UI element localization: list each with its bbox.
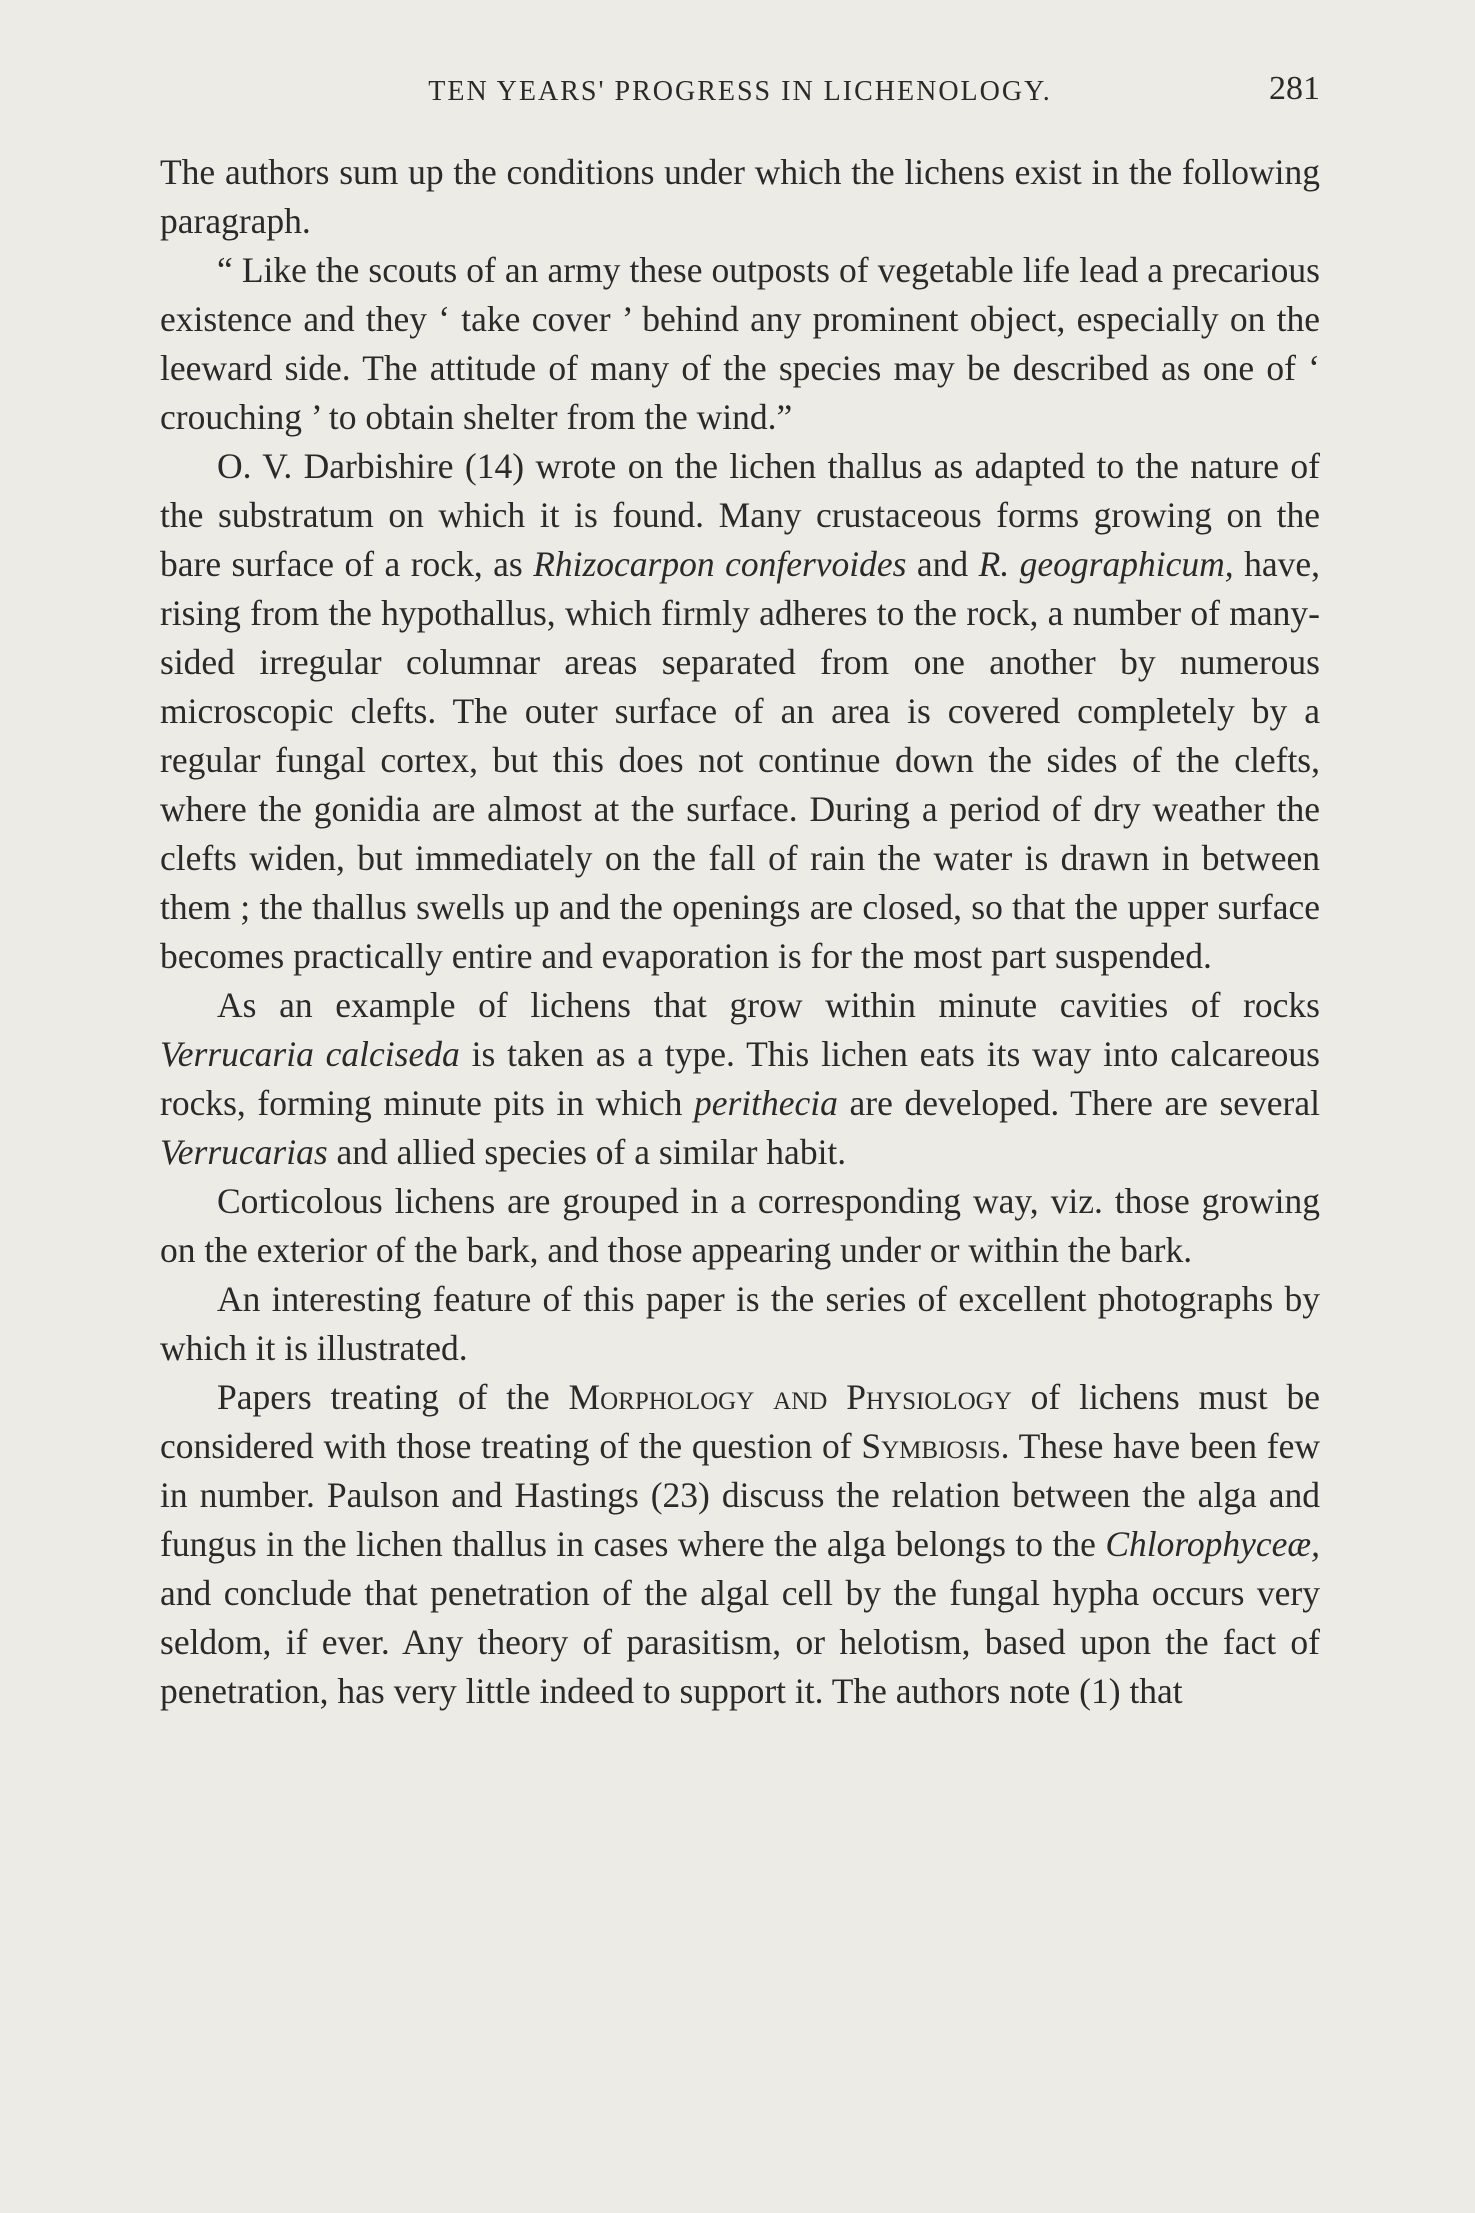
text-run: As an example of lichens that grow within minute cavities of rocks bbox=[217, 985, 1320, 1025]
text-run: is taken as a type. This lichen eats its way into calcareous rocks, forming minute pits in which bbox=[160, 1034, 1320, 1123]
page-number: 281 bbox=[1269, 70, 1320, 107]
species-name: Rhizocarpon confervoides bbox=[533, 544, 907, 584]
text-run: and bbox=[906, 544, 979, 584]
text-run: and conclude that penetration of the algal cell by the fungal hypha occurs very seldom, if ever. Any theory of parasitism, or helotism, based upon the fact of penetration, has very little indeed to support it. The authors note (1) that bbox=[160, 1573, 1320, 1711]
paragraph-corticolous: Corticolous lichens are grouped in a corresponding way, viz. those growing on the exterior of the bark, and those appearing under or within the bark. bbox=[160, 1181, 1320, 1270]
paragraph-verrucaria bbox=[160, 981, 1320, 1177]
paragraph-symbiosis bbox=[160, 1373, 1320, 1716]
text-run: are developed. There are several bbox=[837, 1083, 1320, 1123]
species-name: R. geographicum, bbox=[978, 544, 1234, 584]
running-head bbox=[160, 70, 1320, 114]
running-title: TEN YEARS' PROGRESS IN LICHENOLOGY. bbox=[428, 76, 1052, 107]
paragraph-quote: “ Like the scouts of an army these outposts of vegetable life lead a precarious existence and they ‘ take cover ’ behind any prominent object, especially on the leeward side. The attitude of many of the species may be described as one of ‘ crouching ’ to obtain shelter from the wind.” bbox=[160, 250, 1320, 437]
section-term: Morphology and Physiology bbox=[568, 1377, 1012, 1417]
paragraph-darbishire bbox=[160, 442, 1320, 981]
text-run: Papers treating of the bbox=[217, 1377, 569, 1417]
text-run: and allied species of a similar habit. bbox=[327, 1132, 847, 1172]
section-term: Symbiosis. bbox=[861, 1426, 1010, 1466]
text-run: of lichens must be considered with those treating of the question of bbox=[160, 1377, 1320, 1466]
species-name: Verrucarias bbox=[160, 1132, 328, 1172]
taxon-name: Chlorophyceæ, bbox=[1105, 1524, 1320, 1564]
body-text bbox=[160, 148, 1320, 1716]
text-run: O. V. Darbishire (14) wrote on the lichen thallus as adapted to the nature of the substratum on which it is found. Many crustaceous forms growing on the bare surface of a rock, as bbox=[160, 446, 1320, 584]
species-name: Verrucaria calciseda bbox=[160, 1034, 460, 1074]
text-run: have, rising from the hypothallus, which firmly adheres to the rock, a number of many-sided irregular columnar areas separated from one another by numerous microscopic clefts. The outer surface of an area is covered completely by a regular fungal cortex, but this does not continue down the sides of the clefts, where the gonidia are almost at the surface. During a period of dry weather the clefts widen, but immediately on the fall of rain the water is drawn in between them ; the thallus swells up and the openings are closed, so that the upper surface becomes practically entire and evaporation is for the most part suspended. bbox=[160, 544, 1320, 976]
term-italic: perithecia bbox=[693, 1083, 838, 1123]
paragraph-intro: The authors sum up the conditions under which the lichens exist in the following paragraph. bbox=[160, 152, 1320, 241]
paragraph-photographs: An interesting feature of this paper is the series of excellent photographs by which it is illustrated. bbox=[160, 1279, 1320, 1368]
text-run: These have been few in number. Paulson and Hastings (23) discuss the relation between the alga and fungus in the lichen thallus in cases where the alga belongs to the bbox=[160, 1426, 1320, 1564]
